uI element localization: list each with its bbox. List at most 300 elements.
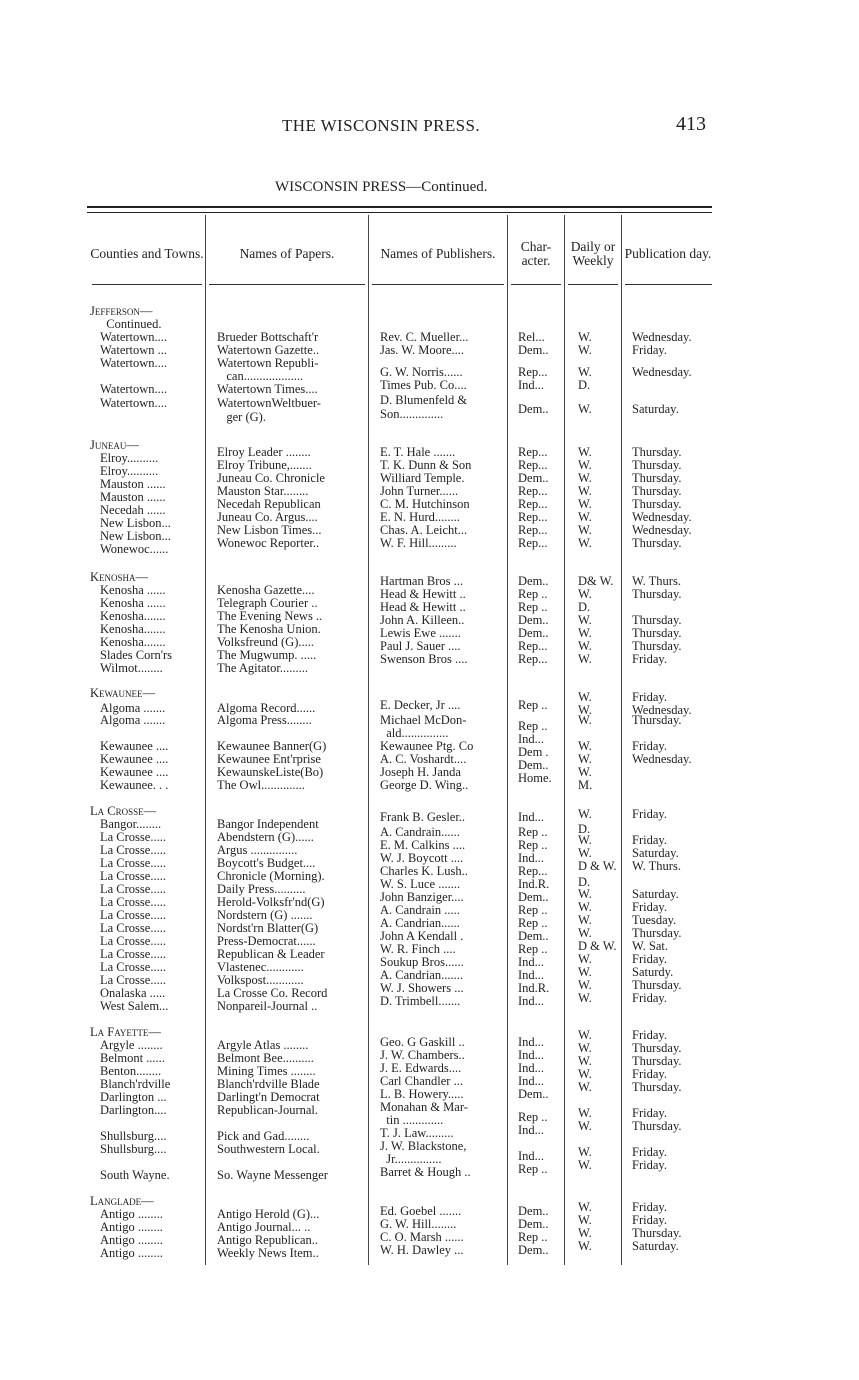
character: Dem.. — [518, 890, 549, 904]
paper-name: Vlastenec............ — [217, 960, 304, 974]
publication-day: Friday. — [632, 1028, 667, 1042]
publication-day: Thursday. — [632, 1080, 682, 1094]
county-town: La Crosse..... — [100, 973, 166, 987]
publisher: E. N. Hurd........ — [380, 510, 460, 524]
publisher: Son.............. — [380, 407, 444, 421]
publication-day: Wednesday. — [632, 752, 692, 766]
frequency: W. — [578, 1213, 592, 1227]
county-town: Shullsburg.... — [100, 1129, 167, 1143]
frequency: W. — [578, 1145, 592, 1159]
frequency: D & W. — [578, 859, 617, 873]
paper-name: Watertown Times.... — [217, 382, 318, 396]
county-town: Watertown ... — [100, 343, 168, 357]
col-header-character: Char- acter. — [520, 239, 552, 268]
frequency: W. — [578, 846, 592, 860]
publication-day: Friday. — [632, 1106, 667, 1120]
paper-name: Antigo Herold (G)... — [217, 1207, 320, 1221]
publication-day: Thursday. — [632, 926, 682, 940]
publisher: L. B. Howery..... — [380, 1087, 464, 1101]
publisher: John A Kendall . — [380, 929, 464, 943]
paper-name: Nonpareil-Journal .. — [217, 999, 318, 1013]
publication-day: Thursday. — [632, 484, 682, 498]
frequency: W. — [578, 739, 592, 753]
frequency: W. — [578, 690, 592, 704]
publisher: J. E. Edwards.... — [380, 1061, 462, 1075]
paper-name: So. Wayne Messenger — [217, 1168, 328, 1182]
paper-name: Antigo Republican.. — [217, 1233, 319, 1247]
publication-day: Saturday. — [632, 1239, 679, 1253]
county-town: La Crosse..... — [100, 921, 166, 935]
publisher: T. J. Law......... — [380, 1126, 454, 1140]
publication-day: Wednesday. — [632, 523, 692, 537]
paper-name: Pick and Gad........ — [217, 1129, 310, 1143]
character: Ind... — [518, 1074, 545, 1088]
paper-name: Wonewoc Reporter.. — [217, 536, 320, 550]
character: Rep .. — [518, 838, 548, 852]
county-town: Slades Corn'rs — [100, 648, 173, 662]
county-town: Watertown.... — [100, 356, 168, 370]
county-town: West Salem... — [100, 999, 169, 1013]
publisher: C. M. Hutchinson — [380, 497, 470, 511]
publisher: G. W. Hill........ — [380, 1217, 457, 1231]
character: Ind... — [518, 994, 545, 1008]
paper-name: Republican & Leader — [217, 947, 325, 961]
publisher: W. H. Dawley ... — [380, 1243, 464, 1257]
publisher: D. Trimbell....... — [380, 994, 461, 1008]
character: Rep... — [518, 510, 548, 524]
paper-name: Press-Democrat...... — [217, 934, 316, 948]
publication-day: Wednesday. — [632, 510, 692, 524]
character: Dem.. — [518, 626, 549, 640]
publisher: D. Blumenfeld & — [380, 393, 468, 407]
frequency: M. — [578, 778, 593, 792]
frequency: W. — [578, 1054, 592, 1068]
frequency: W. — [578, 765, 592, 779]
character: Dem.. — [518, 1243, 549, 1257]
county-town: Continued. — [100, 317, 162, 331]
paper-name: The Mugwump. ..... — [217, 648, 317, 662]
page-number: 413 — [676, 113, 706, 135]
publication-day: Friday. — [632, 952, 667, 966]
frequency: W. — [578, 497, 592, 511]
paper-name: Mining Times ........ — [217, 1064, 316, 1078]
frequency: W. — [578, 1119, 592, 1133]
publisher: Soukup Bros...... — [380, 955, 464, 969]
frequency: W. — [578, 887, 592, 901]
publication-day: Wednesday. — [632, 703, 692, 717]
frequency: D. — [578, 822, 591, 836]
frequency: W. — [578, 458, 592, 472]
publisher: J. W. Blackstone, — [380, 1139, 467, 1153]
paper-name: Necedah Republican — [217, 497, 321, 511]
paper-name: Kewaunee Banner(G) — [217, 739, 327, 753]
character: Rep .. — [518, 698, 548, 712]
publisher: tin ............. — [380, 1113, 444, 1127]
frequency: W. — [578, 1080, 592, 1094]
publisher: A. Candrian...... — [380, 916, 460, 930]
frequency: W. — [578, 1106, 592, 1120]
paper-name: Telegraph Courier .. — [217, 596, 318, 610]
frequency: W. — [578, 471, 592, 485]
publication-day: Friday. — [632, 690, 667, 704]
county-town: Shullsburg.... — [100, 1142, 167, 1156]
publication-day: W. Sat. — [632, 939, 668, 953]
county-town: Kewaunee .... — [100, 765, 169, 779]
character: Rep... — [518, 864, 548, 878]
character: Dem.. — [518, 929, 549, 943]
county-town: New Lisbon... — [100, 529, 171, 543]
publication-day: Tuesday. — [632, 913, 677, 927]
col-header-frequency: Daily or Weekly — [570, 239, 616, 268]
publication-day: Friday. — [632, 900, 667, 914]
table-title: WISCONSIN PRESS—Continued. — [275, 179, 488, 195]
character: Ind.R. — [518, 877, 550, 891]
publication-day: Thursday. — [632, 587, 682, 601]
publisher: G. W. Norris...... — [380, 365, 463, 379]
paper-name: Algoma Record...... — [217, 701, 316, 715]
frequency: D. — [578, 378, 591, 392]
frequency: W. — [578, 330, 592, 344]
frequency: W. — [578, 833, 592, 847]
running-header: THE WISCONSIN PRESS. — [282, 116, 481, 135]
paper-name: Daily Press.......... — [217, 882, 306, 896]
character: Ind... — [518, 810, 545, 824]
character: Home. — [518, 771, 552, 785]
publication-day: Thursday. — [632, 978, 682, 992]
frequency: W. — [578, 952, 592, 966]
publisher: Lewis Ewe ....... — [380, 626, 461, 640]
character: Rep .. — [518, 587, 548, 601]
county-town: Darlington.... — [100, 1103, 167, 1117]
publisher: Paul J. Sauer .... — [380, 639, 461, 653]
paper-name: Juneau Co. Argus.... — [217, 510, 318, 524]
publication-day: Friday. — [632, 1145, 667, 1159]
publisher: A. C. Voshardt.... — [380, 752, 467, 766]
paper-name: Kewaunee Ent'rprise — [217, 752, 321, 766]
publisher: Carl Chandler ... — [380, 1074, 463, 1088]
character: Rep .. — [518, 600, 548, 614]
frequency: W. — [578, 626, 592, 640]
paper-name: Nordst'rn Blatter(G) — [217, 921, 319, 935]
publication-day: Friday. — [632, 739, 667, 753]
frequency: W. — [578, 445, 592, 459]
frequency: W. — [578, 991, 592, 1005]
paper-name: Elroy Leader ........ — [217, 445, 311, 459]
character: Ind.R. — [518, 981, 550, 995]
county-town: Argyle ........ — [100, 1038, 163, 1052]
publisher: C. O. Marsh ...... — [380, 1230, 464, 1244]
publication-day: W. Thurs. — [632, 859, 681, 873]
publisher: Times Pub. Co.... — [380, 378, 467, 392]
paper-name: Boycott's Budget.... — [217, 856, 316, 870]
county-town: La Crosse..... — [100, 895, 166, 909]
col-header-publishers: Names of Publishers. — [380, 246, 496, 261]
publisher: Rev. C. Mueller... — [380, 330, 469, 344]
county-town: Onalaska ..... — [100, 986, 166, 1000]
paper-name: The Owl.............. — [217, 778, 305, 792]
frequency: W. — [578, 965, 592, 979]
county-town: Kenosha ...... — [100, 583, 166, 597]
publication-day: Thursday. — [632, 1041, 682, 1055]
paper-name: Brueder Bottschaft'r — [217, 330, 319, 344]
county-town: Necedah ...... — [100, 503, 166, 517]
publisher: Ed. Goebel ....... — [380, 1204, 462, 1218]
frequency: W. — [578, 1041, 592, 1055]
character: Rep... — [518, 497, 548, 511]
county-town: Watertown.... — [100, 382, 168, 396]
character: Rep .. — [518, 825, 548, 839]
publisher: W. F. Hill......... — [380, 536, 457, 550]
character: Ind... — [518, 1123, 545, 1137]
county-town: South Wayne. — [100, 1168, 170, 1182]
county-town: Kewaunee. . . — [100, 778, 169, 792]
county-heading: La Fayette— — [90, 1025, 161, 1039]
paper-name: Mauston Star........ — [217, 484, 309, 498]
county-town: La Crosse..... — [100, 960, 166, 974]
publication-day: Thursday. — [632, 471, 682, 485]
county-town: Elroy.......... — [100, 464, 159, 478]
character: Rep .. — [518, 1110, 548, 1124]
publisher: Jas. W. Moore.... — [380, 343, 465, 357]
publisher: John Banziger.... — [380, 890, 464, 904]
paper-name: Watertown Gazette.. — [217, 343, 320, 357]
county-town: Algoma ....... — [100, 701, 166, 715]
county-town: La Crosse..... — [100, 908, 166, 922]
county-town: Kewaunee .... — [100, 752, 169, 766]
county-heading: Kenosha— — [90, 570, 149, 584]
county-town: La Crosse..... — [100, 947, 166, 961]
publication-day: Thursday. — [632, 639, 682, 653]
character: Rep... — [518, 536, 548, 550]
county-town: Watertown.... — [100, 330, 168, 344]
county-town: Mauston ...... — [100, 490, 166, 504]
paper-name: Bangor Independent — [217, 817, 319, 831]
frequency: W. — [578, 703, 592, 717]
paper-name: Darlingt'n Democrat — [217, 1090, 320, 1104]
publication-day: W. Thurs. — [632, 574, 681, 588]
character: Ind... — [518, 968, 545, 982]
frequency: W. — [578, 752, 592, 766]
publisher: Kewaunee Ptg. Co — [380, 739, 474, 753]
county-town: Antigo ........ — [100, 1233, 163, 1247]
county-town: Bangor........ — [100, 817, 162, 831]
character: Rep .. — [518, 916, 548, 930]
paper-name: La Crosse Co. Record — [217, 986, 328, 1000]
publisher: Chas. A. Leicht... — [380, 523, 468, 537]
county-town: La Crosse..... — [100, 882, 166, 896]
publisher: Geo. G Gaskill .. — [380, 1035, 465, 1049]
publication-day: Thursday. — [632, 458, 682, 472]
character: Dem.. — [518, 1204, 549, 1218]
publisher: T. K. Dunn & Son — [380, 458, 472, 472]
publication-day: Friday. — [632, 1213, 667, 1227]
character: Rep... — [518, 365, 548, 379]
publisher: Jr............... — [380, 1152, 442, 1166]
publisher: Swenson Bros .... — [380, 652, 468, 666]
paper-name: ger (G). — [217, 410, 266, 424]
county-town: Antigo ........ — [100, 1220, 163, 1234]
paper-name: Watertown Republi- — [217, 356, 319, 370]
character: Dem.. — [518, 343, 549, 357]
publication-day: Thursday. — [632, 1054, 682, 1068]
character: Dem.. — [518, 471, 549, 485]
frequency: W. — [578, 343, 592, 357]
county-heading: Jefferson— — [90, 304, 153, 318]
frequency: W. — [578, 913, 592, 927]
publisher: Charles K. Lush.. — [380, 864, 468, 878]
frequency: W. — [578, 484, 592, 498]
paper-name: Southwestern Local. — [217, 1142, 320, 1156]
paper-name: KewaunskeListe(Bo) — [217, 765, 324, 779]
paper-name: Nordstern (G) ....... — [217, 908, 313, 922]
frequency: W. — [578, 613, 592, 627]
county-town: Kenosha....... — [100, 635, 166, 649]
publisher: E. Decker, Jr .... — [380, 698, 461, 712]
publication-day: Friday. — [632, 652, 667, 666]
publication-day: Friday. — [632, 343, 667, 357]
county-town: Kenosha....... — [100, 609, 166, 623]
character: Rep .. — [518, 903, 548, 917]
frequency: W. — [578, 639, 592, 653]
frequency: D. — [578, 600, 591, 614]
frequency: W. — [578, 1226, 592, 1240]
character: Rep... — [518, 445, 548, 459]
county-town: Mauston ...... — [100, 477, 166, 491]
character: Rep... — [518, 484, 548, 498]
character: Rep... — [518, 458, 548, 472]
publication-day: Friday. — [632, 833, 667, 847]
publication-day: Thursday. — [632, 445, 682, 459]
county-town: Watertown.... — [100, 396, 168, 410]
character: Ind... — [518, 1149, 545, 1163]
county-town: Kewaunee .... — [100, 739, 169, 753]
col-header-counties: Counties and Towns. — [90, 246, 204, 261]
frequency: W. — [578, 587, 592, 601]
paper-name: Volkspost............ — [217, 973, 304, 987]
character: Rep .. — [518, 942, 548, 956]
publisher: John Turner...... — [380, 484, 459, 498]
paper-name: Weekly News Item.. — [217, 1246, 319, 1260]
publisher: George D. Wing.. — [380, 778, 469, 792]
county-town: La Crosse..... — [100, 869, 166, 883]
county-heading: La Crosse— — [90, 804, 157, 818]
character: Dem.. — [518, 574, 549, 588]
col-header-publication-day: Publication day. — [624, 246, 712, 261]
frequency: W. — [578, 978, 592, 992]
frequency: W. — [578, 1200, 592, 1214]
frequency: W. — [578, 523, 592, 537]
county-town: Elroy.......... — [100, 451, 159, 465]
publisher: Head & Hewitt .. — [380, 600, 466, 614]
publication-day: Thursday. — [632, 1226, 682, 1240]
character: Ind... — [518, 1048, 545, 1062]
publication-day: Thursday. — [632, 713, 682, 727]
county-town: Belmont ...... — [100, 1051, 165, 1065]
frequency: W. — [578, 900, 592, 914]
county-town: La Crosse..... — [100, 830, 166, 844]
character: Dem . — [518, 745, 549, 759]
character: Dem.. — [518, 613, 549, 627]
county-town: Kenosha....... — [100, 622, 166, 636]
paper-name: Elroy Tribune,....... — [217, 458, 312, 472]
character: Dem.. — [518, 1087, 549, 1101]
character: Rep... — [518, 523, 548, 537]
paper-name: Blanch'rdville Blade — [217, 1077, 320, 1091]
county-town: Blanch'rdville — [100, 1077, 171, 1091]
character: Dem.. — [518, 1217, 549, 1231]
character: Ind... — [518, 378, 545, 392]
publisher: ald............... — [380, 726, 449, 740]
paper-name: Belmont Bee.......... — [217, 1051, 314, 1065]
paper-name: Argyle Atlas ........ — [217, 1038, 309, 1052]
county-town: Antigo ........ — [100, 1207, 163, 1221]
paper-name: WatertownWeltbuer- — [217, 396, 321, 410]
frequency: W. — [578, 926, 592, 940]
county-town: La Crosse..... — [100, 934, 166, 948]
publication-day: Friday. — [632, 1200, 667, 1214]
publication-day: Friday. — [632, 1158, 667, 1172]
col-header-papers: Names of Papers. — [239, 246, 335, 261]
publisher: A. Candrian....... — [380, 968, 463, 982]
publication-day: Friday. — [632, 1067, 667, 1081]
frequency: W. — [578, 402, 592, 416]
frequency: W. — [578, 1067, 592, 1081]
publisher: Michael McDon- — [380, 713, 467, 727]
county-town: Wonewoc...... — [100, 542, 169, 556]
paper-name: can................... — [217, 369, 304, 383]
paper-name: New Lisbon Times... — [217, 523, 322, 537]
character: Rel... — [518, 330, 545, 344]
character: Rep... — [518, 639, 548, 653]
frequency: W. — [578, 1158, 592, 1172]
publisher: E. T. Hale ....... — [380, 445, 456, 459]
publication-day: Thursday. — [632, 536, 682, 550]
publisher: Monahan & Mar- — [380, 1100, 468, 1114]
publisher: W. R. Finch .... — [380, 942, 456, 956]
publication-day: Saturday. — [632, 402, 679, 416]
publisher: W. S. Luce ....... — [380, 877, 461, 891]
character: Rep... — [518, 652, 548, 666]
publisher: Frank B. Gesler.. — [380, 810, 466, 824]
publication-day: Thursday. — [632, 1119, 682, 1133]
character: Rep .. — [518, 719, 548, 733]
frequency: D& W. — [578, 574, 614, 588]
county-town: New Lisbon... — [100, 516, 171, 530]
county-town: La Crosse..... — [100, 856, 166, 870]
paper-name: The Evening News .. — [217, 609, 323, 623]
publisher: John A. Killeen.. — [380, 613, 465, 627]
publication-day: Saturdy. — [632, 965, 674, 979]
paper-name: The Kenosha Union. — [217, 622, 321, 636]
paper-name: Chronicle (Morning). — [217, 869, 325, 883]
character: Rep .. — [518, 1230, 548, 1244]
character: Ind... — [518, 851, 545, 865]
character: Ind... — [518, 955, 545, 969]
frequency: W. — [578, 510, 592, 524]
publisher: Hartman Bros ... — [380, 574, 463, 588]
publication-day: Thursday. — [632, 626, 682, 640]
publisher: Head & Hewitt .. — [380, 587, 466, 601]
county-heading: Juneau— — [90, 438, 139, 452]
frequency: W. — [578, 652, 592, 666]
publisher: Williard Temple. — [380, 471, 465, 485]
paper-name: Republican-Journal. — [217, 1103, 319, 1117]
character: Dem.. — [518, 758, 549, 772]
publication-day: Friday. — [632, 807, 667, 821]
county-town: La Crosse..... — [100, 843, 166, 857]
county-heading: Langlade— — [90, 1194, 154, 1208]
publisher: Barret & Hough .. — [380, 1165, 471, 1179]
